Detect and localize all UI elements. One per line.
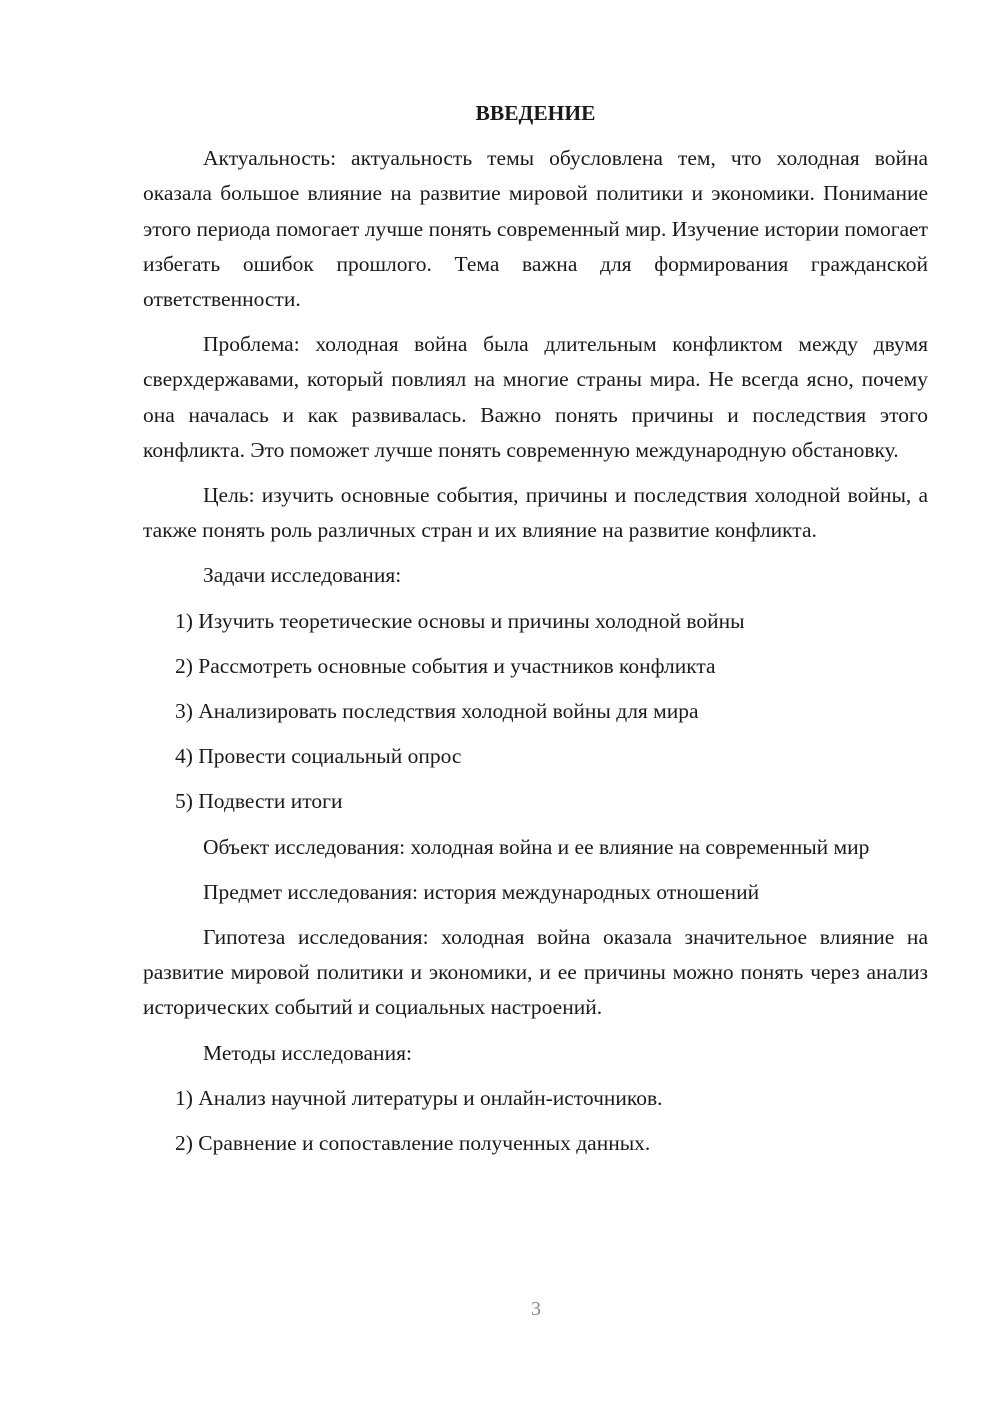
section-title: ВВЕДЕНИЕ: [475, 101, 596, 125]
task-item: 3) Анализировать последствия холодной войны для мира: [175, 699, 699, 724]
task-item: 2) Рассмотреть основные события и участников конфликта: [175, 653, 716, 678]
tasks-heading: Задачи исследования:: [203, 563, 402, 588]
page-body: [143, 96, 928, 1171]
methods-heading: Методы исследования:: [203, 1040, 412, 1065]
method-item: 1) Анализ научной литературы и онлайн-источников.: [175, 1085, 663, 1110]
page-number: 3: [531, 1298, 541, 1320]
relevance-paragraph: Актуальность: актуальность темы обусловлена тем, что холодная война оказала большое влияние на развитие мировой политики и экономики. Понимание этого периода помогает лучше понять современный мир. Изучение истории помогает избегать ошибок прошлого. Тема важна для формирования гражданской ответственности.: [143, 146, 928, 312]
task-item: 1) Изучить теоретические основы и причины холодной войны: [175, 608, 745, 633]
subject-paragraph: Предмет исследования: история международных отношений: [203, 879, 760, 904]
problem-paragraph: Проблема: холодная война была длительным конфликтом между двумя сверхдержавами, который повлиял на многие страны мира. Не всегда ясно, почему она началась и как развивалась. Важно понять причины и последствия этого конфликта. Это поможет лучше понять современную международную обстановку.: [143, 332, 928, 462]
method-item: 2) Сравнение и сопоставление полученных данных.: [175, 1131, 651, 1156]
goal-paragraph: Цель: изучить основные события, причины и последствия холодной войны, а также понять роль различных стран и их влияние на развитие конфликта.: [143, 483, 928, 543]
task-item: 5) Подвести итоги: [175, 789, 343, 814]
object-paragraph: Объект исследования: холодная война и ее влияние на современный мир: [203, 834, 870, 859]
task-item: 4) Провести социальный опрос: [175, 744, 462, 769]
hypothesis-paragraph: Гипотеза исследования: холодная война оказала значительное влияние на развитие мировой политики и экономики, и ее причины можно понять через анализ исторических событий и социальных настроений.: [143, 925, 928, 1020]
